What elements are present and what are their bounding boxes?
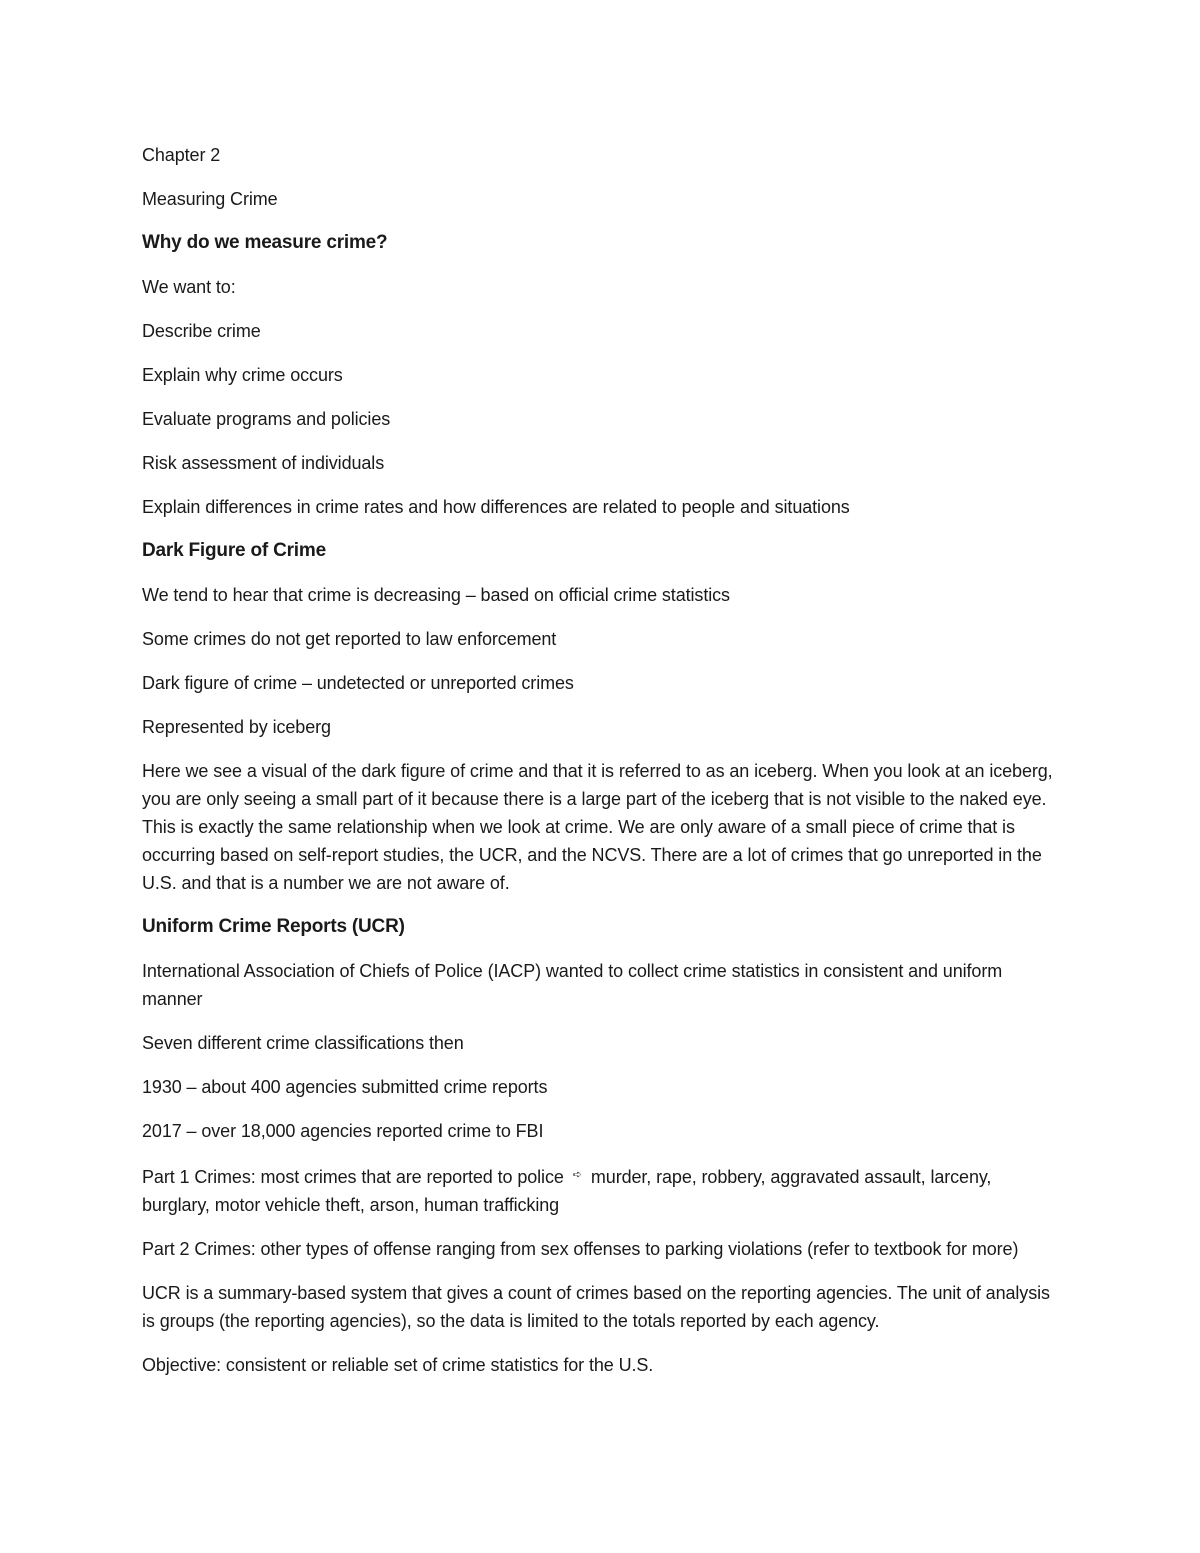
list-item: Risk assessment of individuals: [142, 453, 385, 473]
list-item: Evaluate programs and policies: [142, 409, 391, 429]
part1-paragraph: [142, 1161, 1062, 1219]
part2-paragraph: Part 2 Crimes: other types of offense ranging from sex offenses to parking violations (refer to textbook for more): [142, 1239, 1019, 1259]
objective-line: Objective: consistent or reliable set of crime statistics for the U.S.: [142, 1355, 654, 1375]
heading-why-measure: Why do we measure crime?: [142, 232, 388, 253]
list-item: 1930 – about 400 agencies submitted crime reports: [142, 1077, 548, 1097]
list-item: We tend to hear that crime is decreasing – based on official crime statistics: [142, 585, 730, 605]
chapter-label: Chapter 2: [142, 145, 221, 165]
list-item: We want to:: [142, 277, 236, 297]
list-item: Some crimes do not get reported to law enforcement: [142, 629, 557, 649]
summary-paragraph: UCR is a summary-based system that gives a count of crimes based on the reporting agencies. The unit of analysis is groups (the reporting agencies), so the data is limited to the totals reported by each agency.: [142, 1283, 1050, 1331]
list-item: Explain differences in crime rates and how differences are related to people and situations: [142, 497, 850, 517]
heading-dark-figure: Dark Figure of Crime: [142, 540, 326, 561]
list-item: Explain why crime occurs: [142, 365, 343, 385]
list-item: Describe crime: [142, 321, 261, 341]
document-page: [142, 141, 1062, 1395]
part1-list: murder, rape, robbery, aggravated assault, larceny, burglary, motor vehicle theft, arson, human trafficking: [142, 1167, 992, 1215]
iceberg-paragraph: Here we see a visual of the dark figure of crime and that it is referred to as an iceberg. When you look at an iceberg, you are only seeing a small part of it because there is a large part of the iceberg that is not visible to the naked eye. This is exactly the same relationship when we look at crime. We are only aware of a small piece of crime that is occurring based on self-report studies, the UCR, and the NCVS. There are a lot of crimes that go unreported in the U.S. and that is a number we are not aware of.: [142, 761, 1053, 893]
list-item: Seven different crime classifications then: [142, 1033, 464, 1053]
list-item: Dark figure of crime – undetected or unreported crimes: [142, 673, 574, 693]
heading-ucr: Uniform Crime Reports (UCR): [142, 916, 405, 937]
iacp-paragraph: International Association of Chiefs of Police (IACP) wanted to collect crime statistics in consistent and uniform manner: [142, 961, 1003, 1009]
chapter-title: Measuring Crime: [142, 189, 278, 209]
arrow-icon: ➪: [572, 1169, 582, 1181]
list-item: Represented by iceberg: [142, 717, 331, 737]
part1-lead: Part 1 Crimes: most crimes that are reported to police: [142, 1167, 564, 1187]
list-item: 2017 – over 18,000 agencies reported crime to FBI: [142, 1121, 544, 1141]
